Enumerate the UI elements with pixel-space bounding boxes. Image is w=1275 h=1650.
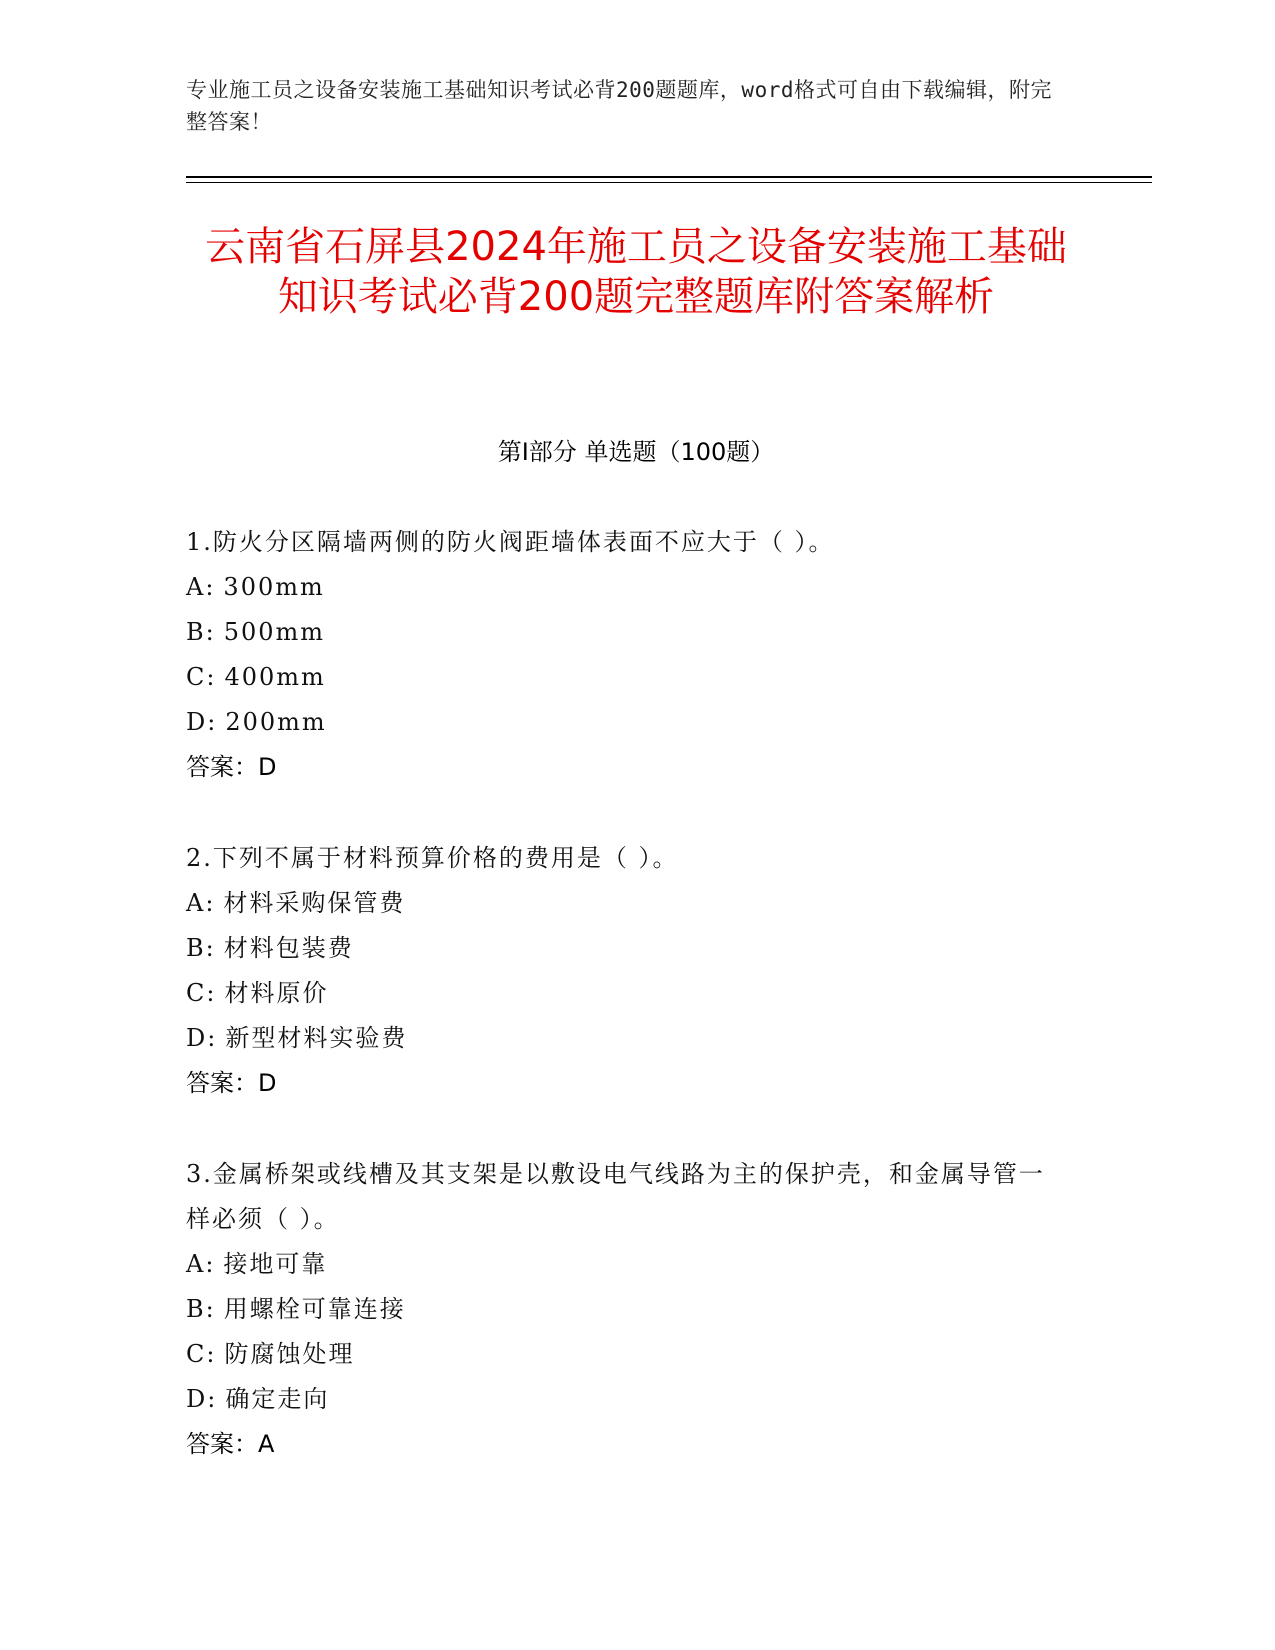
- option-letter: C:: [186, 1340, 217, 1368]
- answer-line: 答案：A: [186, 1430, 275, 1458]
- option-text: 用螺栓可靠连接: [223, 1295, 406, 1323]
- option-text: 确定走向: [225, 1385, 330, 1413]
- option-c: [186, 971, 1066, 1016]
- option-letter: D:: [186, 708, 218, 736]
- option-c: [186, 1332, 1066, 1377]
- option-b: [186, 610, 1066, 655]
- option-b: [186, 926, 1066, 971]
- answer-line: 答案：D: [186, 753, 277, 781]
- option-text: 新型材料实验费: [225, 1024, 408, 1052]
- option-d: [186, 1016, 1066, 1061]
- section-title: 第I部分 单选题（100题）: [497, 438, 775, 466]
- option-a: [186, 881, 1066, 926]
- header-note: 专业施工员之设备安装施工基础知识考试必背200题题库，word格式可自由下载编辑，附完整答案！: [186, 78, 1052, 134]
- option-letter: B:: [186, 618, 216, 646]
- option-a: [186, 565, 1066, 610]
- option-a: [186, 1242, 1066, 1287]
- question-stem: 3.金属桥架或线槽及其支架是以敷设电气线路为主的保护壳，和金属导管一样必须（ ）。: [186, 1160, 1045, 1233]
- option-text: 500mm: [223, 618, 326, 646]
- question-3: [186, 1152, 1066, 1467]
- option-b: [186, 1287, 1066, 1332]
- option-text: 防腐蚀处理: [224, 1340, 355, 1368]
- answer-line: 答案：D: [186, 1069, 277, 1097]
- option-letter: A:: [186, 1250, 216, 1278]
- question-2: [186, 836, 1066, 1106]
- option-text: 300mm: [223, 573, 325, 601]
- option-c: [186, 655, 1066, 700]
- option-text: 接地可靠: [223, 1250, 328, 1278]
- option-letter: A:: [186, 573, 216, 601]
- option-letter: C:: [186, 663, 217, 691]
- question-1: [186, 520, 1066, 790]
- option-d: [186, 1377, 1066, 1422]
- option-letter: D:: [186, 1024, 218, 1052]
- option-text: 200mm: [225, 708, 327, 736]
- option-text: 材料采购保管费: [223, 889, 406, 917]
- option-letter: B:: [186, 1295, 216, 1323]
- header-divider-thin: [186, 182, 1152, 183]
- option-text: 400mm: [224, 663, 326, 691]
- option-letter: B:: [186, 934, 216, 962]
- question-stem: 1.防火分区隔墙两侧的防火阀距墙体表面不应大于（ ）。: [186, 528, 835, 556]
- header-divider-thick: [186, 176, 1152, 178]
- document-title: 云南省石屏县2024年施工员之设备安装施工基础知识考试必背200题完整题库附答案解析: [205, 224, 1067, 320]
- option-letter: A:: [186, 889, 216, 917]
- option-text: 材料包装费: [223, 934, 354, 962]
- option-text: 材料原价: [224, 979, 329, 1007]
- option-letter: C:: [186, 979, 217, 1007]
- question-stem: 2.下列不属于材料预算价格的费用是（ ）。: [186, 844, 679, 872]
- option-letter: D:: [186, 1385, 218, 1413]
- option-d: [186, 700, 1066, 745]
